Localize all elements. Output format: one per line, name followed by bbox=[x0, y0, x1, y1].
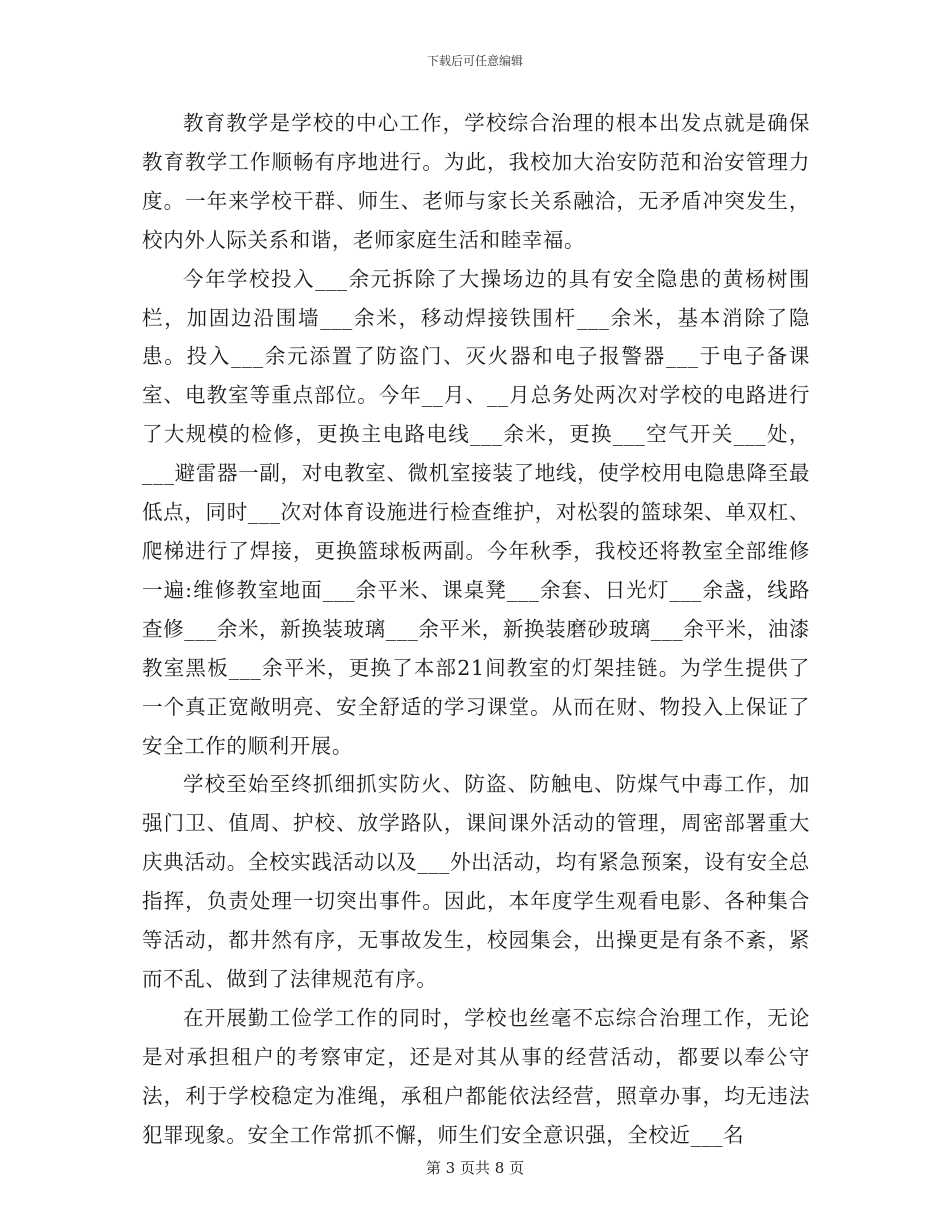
paragraph: 学校至始至终抓细抓实防火、防盗、防触电、防煤气中毒工作，加强门卫、值周、护校、放学路队，课间课外活动的管理，周密部署重大庆典活动。全校实践活动以及___外出活动，均有紧急预案，设有安全总指挥，负责处理一切突出事件。因此，本年度学生观看电影、各种集合等活动，都井然有序，无事故发生，校园集会，出操更是有条不紊，紧而不乱、做到了法律规范有序。 bbox=[142, 772, 810, 991]
page-number: 第 3 页共 8 页 bbox=[425, 1159, 525, 1177]
paragraph: 今年学校投入___余元拆除了大操场边的具有安全隐患的黄杨树围栏，加固边沿围墙___余米，移动焊接铁围杆___余米，基本消除了隐患。投入___余元添置了防盗门、灭火器和电子报警器___于电子备课室、电教室等重点部位。今年__月、__月总务处两次对学校的电路进行了大规模的检修，更换主电路电线___余米，更换___空气开关___处，___避雷器一副，对电教室、微机室接装了地线，使学校用电隐患降至最低点，同时___次对体育设施进行检查维护，对松裂的篮球架、单双杠、爬梯进行了焊接，更换篮球板两副。今年秋季，我校还将教室全部维修一遍:维修教室地面___余平米、课桌凳___余套、日光灯___余盏，线路查修___余米，新换装玻璃___余平米，新换装磨砂玻璃___余平米，油漆教室黑板___余平米，更换了本部21间教室的灯架挂链。为学生提供了一个真正宽敞明亮、安全舒适的学习课堂。从而在财、物投入上保证了安全工作的顺利开展。 bbox=[142, 266, 810, 758]
document-body bbox=[142, 104, 810, 1154]
paragraph: 教育教学是学校的中心工作，学校综合治理的根本出发点就是确保教育教学工作顺畅有序地进行。为此，我校加大治安防范和治安管理力度。一年来学校干群、师生、老师与家长关系融洽，无矛盾冲突发生，校内外人际关系和谐，老师家庭生活和睦幸福。 bbox=[142, 111, 810, 252]
page-header-note: 下载后可任意编辑 bbox=[426, 54, 523, 68]
paragraph: 在开展勤工俭学工作的同时，学校也丝毫不忘综合治理工作，无论是对承担租户的考察审定，还是对其从事的经营活动，都要以奉公守法，利于学校稳定为准绳，承租户都能依法经营，照章办事，均无违法犯罪现象。安全工作常抓不懈，师生们安全意识强，全校近___名 bbox=[142, 1005, 810, 1147]
